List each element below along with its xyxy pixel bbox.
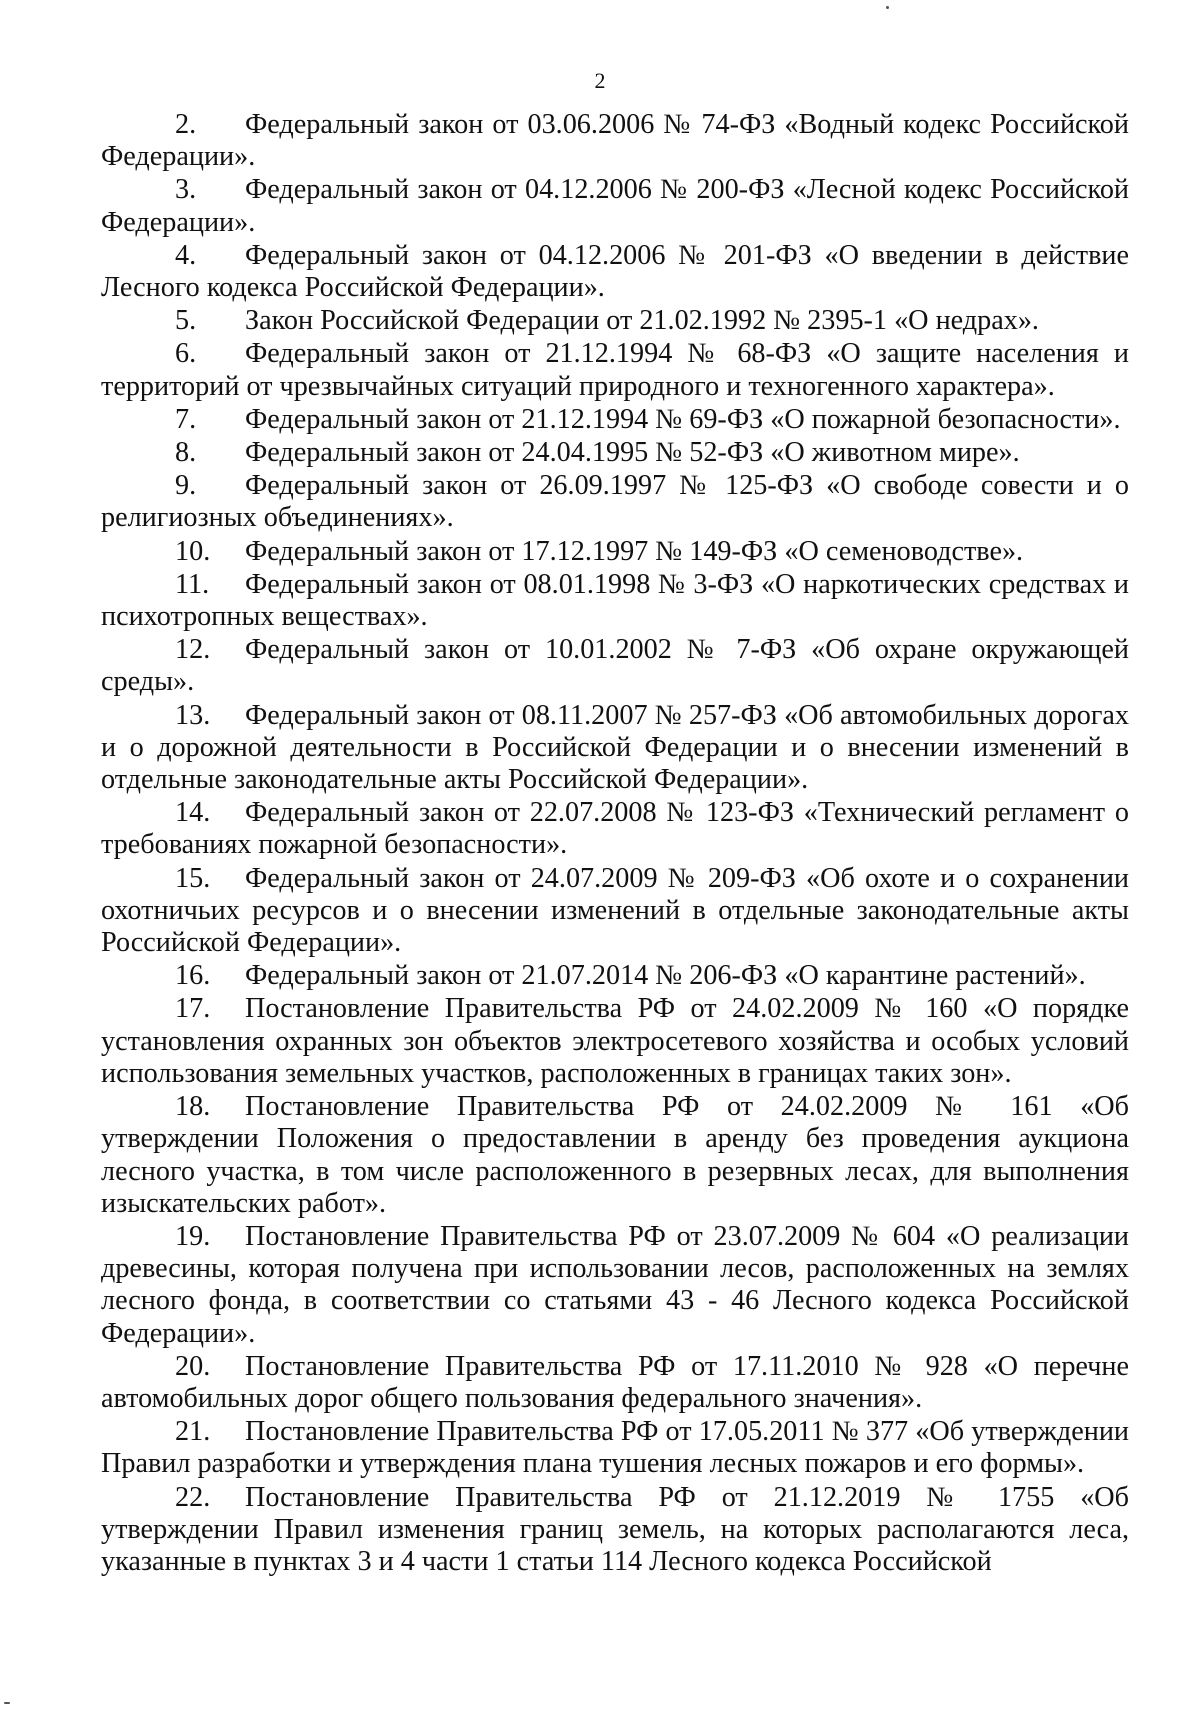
list-item [101,700,1129,797]
item-text: Федеральный закон от 26.09.1997 № 125-ФЗ «О свободе совести и о религиозных объединениях». [101,470,1129,534]
item-text: Федеральный закон от 04.12.2006 № 201-ФЗ «О введении в действие Лесного кодекса Российской Федерации». [101,239,1129,304]
item-text: Федеральный закон от 24.07.2009 № 209-ФЗ «Об охоте и о сохранении охотничьих ресурсов и о внесении изменений в отдельные законодательные акты Российской Федерации». [101,862,1129,959]
item-number: 9. [175,470,197,502]
list-item [101,404,1129,436]
list-item [101,240,1129,304]
item-number: 12. [175,634,211,666]
item-text: Федеральный закон от 21.12.1994 № 68-ФЗ «О защите населения и территорий от чрезвычайных ситуаций природного и техногенного характера». [101,338,1129,402]
item-number: 15. [175,862,211,894]
item-text: Федеральный закон от 17.12.1997 № 149-ФЗ «О семеноводстве». [245,535,1024,567]
item-number: 8. [175,437,197,469]
item-number: 6. [175,338,197,370]
page-number: 2 [594,68,606,93]
list-item [101,470,1129,534]
item-number: 22. [175,1481,211,1513]
item-text: Закон Российской Федерации от 21.02.1992 № 2395-1 «О недрах». [245,305,1039,337]
item-number: 16. [175,960,211,992]
item-text: Федеральный закон от 21.07.2014 № 206-ФЗ «О карантине растений». [245,960,1086,992]
item-text: Федеральный закон от 08.01.1998 № 3-ФЗ «О наркотических средствах и психотропных веществах». [101,568,1129,633]
list-item [101,569,1129,633]
item-number: 20. [175,1350,211,1382]
list-item [101,634,1129,698]
item-text: Федеральный закон от 04.12.2006 № 200-ФЗ «Лесной кодекс Российской Федерации». [101,174,1129,238]
list-item [101,1221,1129,1350]
item-text: Федеральный закон от 03.06.2006 № 74-ФЗ «Водный кодекс Российской Федерации». [101,109,1129,173]
item-number: 3. [175,174,197,206]
item-number: 11. [175,568,210,600]
item-number: 4. [175,239,197,271]
scan-mark [4,1702,10,1704]
item-number: 21. [175,1416,211,1448]
list-item [101,305,1129,337]
item-text: Федеральный закон от 22.07.2008 № 123-ФЗ «Технический регламент о требованиях пожарной безопасности». [101,797,1129,861]
item-number: 2. [175,109,197,140]
list-item [101,993,1129,1090]
list-item [101,109,1129,173]
item-number: 17. [175,993,211,1025]
item-text: Постановление Правительства РФ от 24.02.2009 № 161 «Об утверждении Положения о предоставлении в аренду без проведения аукциона лесного участка, в том числе расположенного в резервных лесах, для выполнения изыскательских работ». [101,1091,1129,1219]
item-number: 10. [175,535,211,567]
list-item [101,338,1129,402]
item-text: Федеральный закон от 24.04.1995 № 52-ФЗ «О животном мире». [245,437,1020,469]
item-number: 5. [175,305,197,337]
scan-speck [886,6,889,9]
item-text: Постановление Правительства РФ от 21.12.2019 № 1755 «Об утверждении Правил изменения границ земель, на которых располагаются леса, указанные в пунктах 3 и 4 части 1 статьи 114 Лесного кодекса Российской [101,1481,1129,1577]
item-number: 19. [175,1220,211,1252]
item-text: Постановление Правительства РФ от 24.02.2009 № 160 «О порядке установления охранных зон объектов электросетевого хозяйства и особых условий использования земельных участков, расположенных в границах таких зон». [101,993,1129,1089]
list-item [101,437,1129,469]
item-number: 14. [175,797,211,829]
document-body [101,109,1129,1612]
list-item [101,797,1129,861]
item-text: Федеральный закон от 21.12.1994 № 69-ФЗ «О пожарной безопасности». [245,403,1121,435]
item-number: 7. [175,403,197,435]
list-item [101,1416,1129,1480]
list-item [101,1351,1129,1415]
item-text: Постановление Правительства РФ от 17.11.2010 № 928 «О перечне автомобильных дорог общего пользования федерального значения». [101,1350,1129,1414]
list-item [101,1579,1129,1611]
list-item [101,174,1129,238]
item-number: 18. [175,1091,211,1123]
list-item [101,536,1129,568]
item-number: 13. [175,699,211,731]
list-item [101,1091,1129,1220]
list-item [101,863,1129,960]
item-text: Федеральный закон от 10.01.2002 № 7-ФЗ «Об охране окружающей среды». [101,634,1129,698]
item-text: Постановление Правительства РФ от 23.07.2009 № 604 «О реализации древесины, которая получена при использовании лесов, расположенных на землях лесного фонда, в соответствии со статьями 43 - 46 Лесного кодекса Российской Федерации». [101,1220,1129,1349]
item-text: Федеральный закон от 08.11.2007 № 257-ФЗ «Об автомобильных дорогах и о дорожной деятельности в Российской Федерации и о внесении изменений в отдельные законодательные акты Российской Федерации». [101,699,1129,796]
list-item [101,960,1129,992]
item-text: Постановление Правительства РФ от 17.05.2011 № 377 «Об утверждении Правил разработки и утверждения плана тушения лесных пожаров и его формы». [101,1416,1129,1480]
list-item [101,1482,1129,1579]
